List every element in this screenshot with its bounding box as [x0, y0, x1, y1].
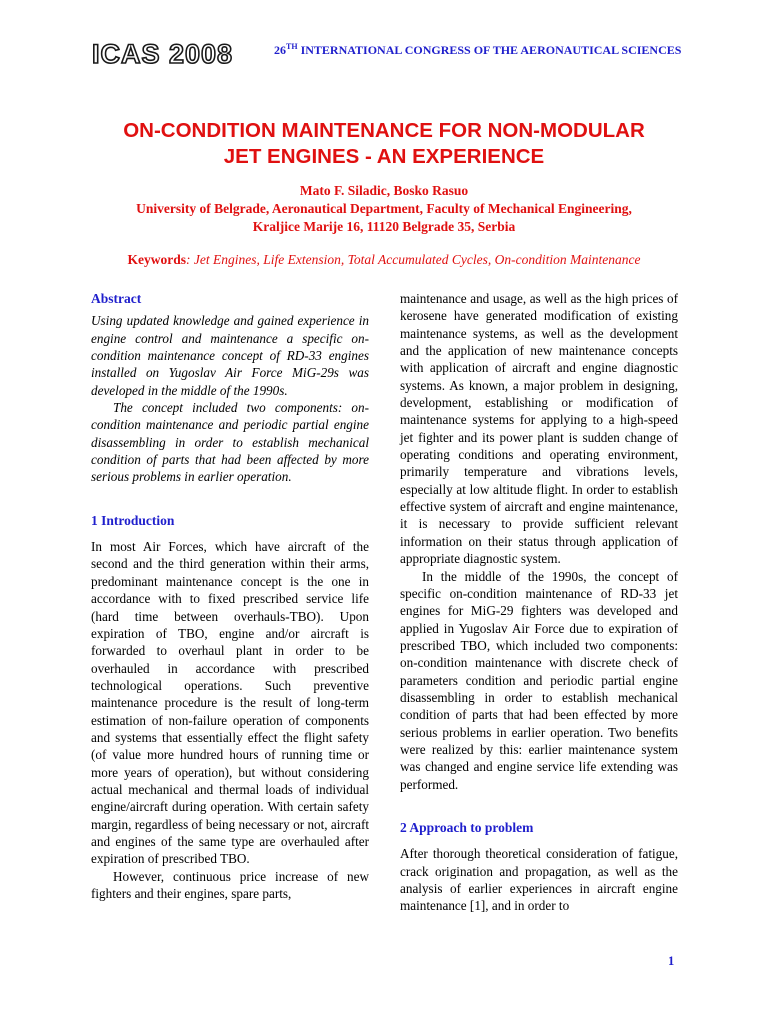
author-affiliation: University of Belgrade, Aeronautical Department, Faculty of Mechanical Engineering, [136, 201, 632, 216]
abstract-paragraph-1: Using updated knowledge and gained experience in engine control and maintenance a specific on-condition maintenance concept of RD-33 engines installed on Yugoslav Air Force MiG-29s was developed in the middle of the 1990s. [91, 313, 369, 398]
abstract-heading: Abstract [91, 291, 142, 306]
introduction-heading: 1 Introduction [91, 512, 175, 528]
title-line-2: JET ENGINES - AN EXPERIENCE [223, 145, 545, 168]
title-line-1: ON-CONDITION MAINTENANCE FOR NON-MODULAR [123, 119, 645, 142]
introduction-paragraph-4: In the middle of the 1990s, the concept of specific on-condition maintenance of RD-33 jet engines for MiG-29 fighters was developed and applied in Yugoslav Air Force due to expiration of prescribed TBO, which included two components: on-condition maintenance with discrete check of parameters condition and periodic partial engine disassembling in order to establish mechanical condition of parts that had been effected by more serious problems in earlier operation. Two benefits were realized by this: earlier maintenance system was changed and engine service life extending was performed. [400, 568, 678, 792]
introduction-paragraph-2: However, continuous price increase of new fighters and their engines, spare parts, [91, 868, 369, 901]
congress-header [274, 42, 684, 58]
author-names: Mato F. Siladic, Bosko Rasuo [299, 183, 469, 198]
congress-logo: ICAS 2008 [92, 39, 234, 69]
paper-title [60, 118, 708, 170]
keywords-line [60, 252, 708, 268]
author-block [60, 182, 708, 236]
introduction-paragraph-1: In most Air Forces, which have aircraft of the second and the third generation within their arms, predominant maintenance concept is the one in accordance with to fixed prescribed service life (hard time between overhauls-TBO). Upon expiration of TBO, engine and/or aircraft is forwarded to overhaul plant in order to be overhauled in accordance with prescribed technological operations. Such preventive maintenance procedure is the result of long-term estimation of non-failure operation of components and systems that essentially effect the flight safety (of value more hundred hours of running time or more years of operation), but without considering actual mechanical and thermal loads of individual engine/aircraft during operation. With certain safety margin, regardless of being necessary or not, aircraft and engines of the same type are overhauled after expiration of prescribed TBO. [91, 539, 369, 867]
page-number: 1 [668, 954, 675, 968]
congress-ordinal: TH [286, 42, 298, 51]
approach-heading: 2 Approach to problem [400, 819, 534, 835]
congress-number: 26 [274, 43, 286, 57]
left-column [91, 290, 369, 902]
approach-paragraph-1: After thorough theoretical consideration of fatigue, crack origination and propagation, as well as the analysis of earlier experiences in aircraft engine maintenance [1], and in order to [400, 846, 678, 914]
abstract-paragraph-2: The concept included two components: on-condition maintenance and periodic partial engine disassembling in order to establish mechanical condition of parts that had been affected by more serious problems in earlier operation. [91, 400, 369, 485]
author-address: Kraljice Marije 16, 11120 Belgrade 35, Serbia [252, 219, 516, 234]
introduction-paragraph-3: maintenance and usage, as well as the high prices of kerosene have generated modification of existing maintenance systems, as well as the development and the application of new maintenance concepts with application of aircraft and engine diagnostic systems. As known, a major problem in designing, development, establishing or modification of maintenance systems for applying to a high-speed jet fighter and its power plant is sudden change of operating conditions and operating environment, primarily temperature and vibrations levels, especially at low altitude flight. In order to establish effective system of aircraft and engine maintenance, it is necessary to provide sufficient relevant information on their status through application of appropriate diagnostic system. [400, 291, 678, 567]
keywords-text: : Jet Engines, Life Extension, Total Accumulated Cycles, On-condition Maintenance [186, 252, 641, 267]
right-column [400, 290, 678, 915]
keywords-label: Keywords [127, 252, 187, 267]
congress-name: INTERNATIONAL CONGRESS OF THE AERONAUTICAL SCIENCES [297, 43, 682, 57]
